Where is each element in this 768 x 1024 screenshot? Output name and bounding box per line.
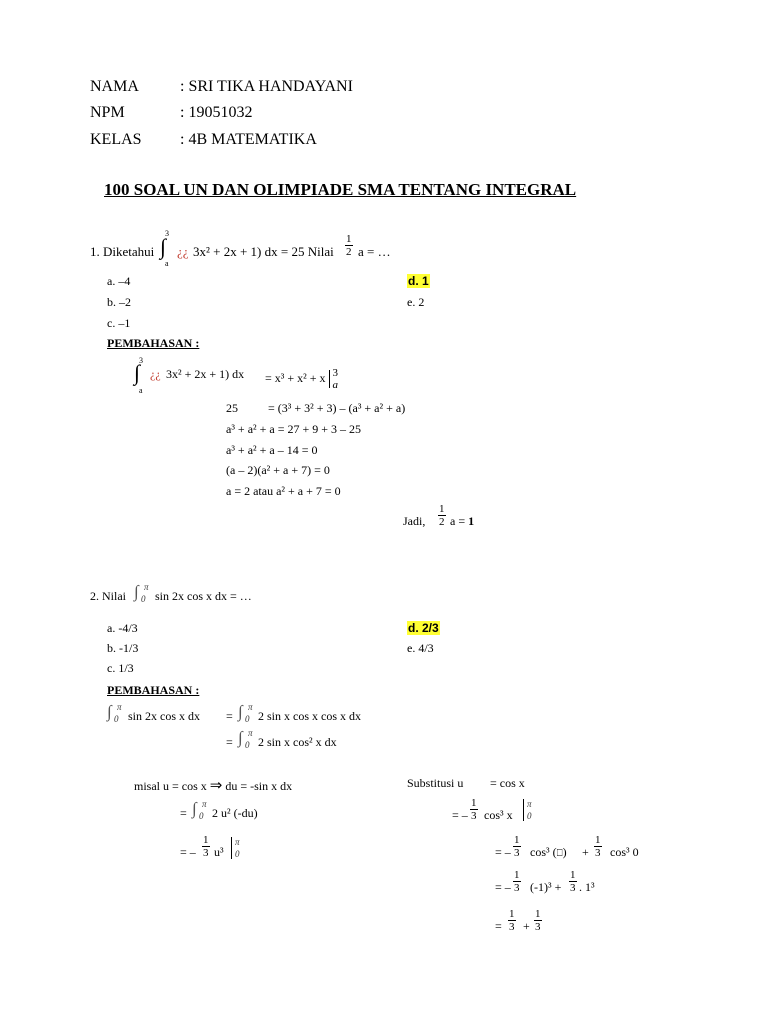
q2-r3-num: 1 <box>514 869 520 881</box>
q1-jadi-den: 2 <box>439 516 445 528</box>
implies-arrow-icon: ⇒ <box>209 778 223 794</box>
q1-frac-den: 2 <box>346 246 352 258</box>
integral-icon: ∫ <box>160 234 167 259</box>
q2-r3-mid: (-1)³ + <box>530 880 562 894</box>
q1-line2: a³ + a² + a = 27 + 9 + 3 – 25 <box>226 422 362 436</box>
q2-answer-highlight: d. 2/3 <box>408 621 439 635</box>
q2-r2-mid-text: cos³ ( <box>530 845 557 859</box>
q2-s1r-upper: π <box>248 702 253 712</box>
q2-misal <box>134 776 292 795</box>
q1-option-a: a. –4 <box>107 274 131 288</box>
q1-line1-right: = (3³ + 3² + 3) – (a³ + a² + a) <box>268 401 406 415</box>
label-npm: NPM <box>90 104 125 121</box>
q2-r1-eval <box>520 798 532 822</box>
q2-r2-fraction2 <box>594 834 602 859</box>
q2-r4-num2: 1 <box>535 908 541 920</box>
q1-glyphs: ¿¿ <box>177 244 189 259</box>
q1-eval-lower: a <box>332 379 338 391</box>
q2-lstep2-den: 3 <box>203 847 209 859</box>
q1-jadi: Jadi, <box>403 514 426 528</box>
evaluation-bar <box>523 799 524 821</box>
q2-option-e: e. 4/3 <box>407 641 434 655</box>
q2-r4-den: 3 <box>509 921 515 933</box>
q1-prefix: 1. Diketahui <box>90 244 155 259</box>
q1-sol-integrand: 3x² + 2x + 1) dx <box>166 367 245 381</box>
q2-r3-fraction2 <box>569 869 577 894</box>
q1-answer-highlight: d. 1 <box>408 274 429 288</box>
q1-pembahasan-heading: PEMBAHASAN : <box>107 336 200 350</box>
integral-icon: ∫ <box>134 582 139 601</box>
q2-lstep1: 2 u² (-du) <box>212 806 258 820</box>
missing-glyph-icon: ⎕ <box>556 848 563 859</box>
q2-r4-fraction <box>508 908 516 933</box>
q2-lstep1-eq: = <box>180 806 187 820</box>
q2-prefix: 2. Nilai <box>90 589 126 603</box>
q1-jadi-tail: a = <box>450 514 466 528</box>
q1-sol-upper: 3 <box>139 356 143 365</box>
q1-line3: a³ + a² + a – 14 = 0 <box>226 443 318 457</box>
q2-lstep2-fraction <box>202 834 210 859</box>
q2-s2-eq: = <box>226 735 233 749</box>
label-kelas: KELAS <box>90 131 142 148</box>
q2-r2-plus: + <box>582 845 589 859</box>
q1-line1-left: 25 <box>226 401 238 415</box>
q1-lower-limit: a <box>165 259 169 268</box>
q2-s2-upper: π <box>248 728 253 738</box>
q2-r3-den: 3 <box>514 882 520 894</box>
q2-pembahasan-heading: PEMBAHASAN : <box>107 683 200 697</box>
integral-icon: ∫ <box>134 360 141 385</box>
q2-r2-den2: 3 <box>595 847 601 859</box>
q1-frac-num: 1 <box>346 233 352 245</box>
q2-s1-eq: = <box>226 709 233 723</box>
q2-r4-eq: = <box>495 919 502 933</box>
q2-r2-num: 1 <box>514 834 520 846</box>
q2-r1-den: 3 <box>471 810 477 822</box>
q2-r2-mid <box>530 845 567 860</box>
q2-r4-den2: 3 <box>535 921 541 933</box>
q1-line4: (a – 2)(a² + a + 7) = 0 <box>226 463 330 477</box>
q2-lstep1-lower: 0 <box>199 811 204 821</box>
q2-r1-fraction <box>470 797 478 822</box>
q1-line5: a = 2 atau a² + a + 7 = 0 <box>226 484 341 498</box>
q1-tail: a = … <box>358 244 391 259</box>
q2-misal-text: misal u = cos x <box>134 779 207 793</box>
q1-sol-result <box>265 367 338 391</box>
q1-option-e: e. 2 <box>407 295 425 309</box>
value-kelas: : 4B MATEMATIKA <box>180 131 317 148</box>
q2-s1r-lower: 0 <box>245 714 250 724</box>
q2-r3-den2: 3 <box>570 882 576 894</box>
q2-lstep2-num: 1 <box>203 834 209 846</box>
integral-icon: ∫ <box>238 702 243 721</box>
q2-lower: 0 <box>141 594 146 604</box>
evaluation-bar <box>231 837 232 859</box>
q2-r3-fraction <box>513 869 521 894</box>
q2-lstep2-eval <box>228 836 240 860</box>
q2-r1-eq: = – <box>452 808 468 822</box>
value-nama: : SRI TIKA HANDAYANI <box>180 78 353 95</box>
q1-jadi-num: 1 <box>439 503 445 515</box>
page-title: 100 SOAL UN DAN OLIMPIADE SMA TENTANG INTEGRAL <box>104 180 577 199</box>
q2-r2-fraction <box>513 834 521 859</box>
q2-option-c: c. 1/3 <box>107 661 134 675</box>
value-npm: : 19051032 <box>180 104 253 121</box>
q1-jadi-result <box>450 514 474 529</box>
q2-r3-num2: 1 <box>570 869 576 881</box>
q2-s1-upper: π <box>117 702 122 712</box>
q1-sol-result-text: = x³ + x² + x <box>265 370 326 385</box>
q2-option-b: b. -1/3 <box>107 641 139 655</box>
q2-option-d-answer <box>407 621 440 636</box>
q2-s1-lower: 0 <box>114 714 119 724</box>
q2-r2-den: 3 <box>514 847 520 859</box>
q2-r1-num: 1 <box>471 797 477 809</box>
q1-fraction <box>345 233 353 258</box>
q2-lstep2-lower: 0 <box>235 849 240 859</box>
q2-s2-lower: 0 <box>245 740 250 750</box>
q2-substitusi: Substitusi u <box>407 776 464 790</box>
q2-s1-left: sin 2x cos x dx <box>128 709 200 723</box>
q2-s1-right: 2 sin x cos x cos x dx <box>258 709 361 723</box>
q1-option-b: b. –2 <box>107 295 131 309</box>
q1-jadi-value: 1 <box>468 514 475 528</box>
q2-s2-right: 2 sin x cos² x dx <box>258 735 337 749</box>
q1-eval-upper: 3 <box>332 367 338 379</box>
q2-r4-fraction2 <box>534 908 542 933</box>
q2-lstep2-upper: π <box>235 837 240 847</box>
q2-tail: sin 2x cos x dx = … <box>155 589 252 603</box>
integral-icon: ∫ <box>238 728 243 747</box>
q1-jadi-fraction <box>438 503 446 528</box>
q2-r2-tail: cos³ 0 <box>610 845 639 859</box>
q2-r2-close: ) <box>562 845 567 859</box>
q1-sol-lower: a <box>139 386 143 395</box>
q1-sol-glyphs: ¿¿ <box>150 367 161 381</box>
q2-upper: π <box>144 582 149 592</box>
q2-r2-num2: 1 <box>595 834 601 846</box>
q2-r3-tail: . 1³ <box>579 880 595 894</box>
q2-r1-upper: π <box>527 799 532 809</box>
q2-r3-eq: = – <box>495 880 511 894</box>
q2-r1-lower: 0 <box>527 811 532 821</box>
q2-lstep1-upper: π <box>202 799 207 809</box>
evaluation-bar <box>329 370 330 388</box>
q2-r2-eq: = – <box>495 845 511 859</box>
integral-icon: ∫ <box>107 702 112 721</box>
q2-option-a: a. -4/3 <box>107 621 138 635</box>
q2-substitusi-eq: = cos x <box>490 776 525 790</box>
q2-r4-num: 1 <box>509 908 515 920</box>
integral-icon: ∫ <box>192 799 197 818</box>
q1-option-c: c. –1 <box>107 316 131 330</box>
q1-integrand: 3x² + 2x + 1) dx = 25 Nilai <box>193 244 334 259</box>
q1-option-d-answer <box>407 274 430 289</box>
q2-lstep2-tail: u³ <box>214 845 224 859</box>
q2-r4-plus: + <box>523 919 530 933</box>
label-nama: NAMA <box>90 78 139 95</box>
q2-misal-tail: du = -sin x dx <box>225 779 293 793</box>
q2-r1-tail: cos³ x <box>484 808 513 822</box>
q1-upper-limit: 3 <box>165 229 169 238</box>
q2-lstep2-eq: = – <box>180 845 196 859</box>
